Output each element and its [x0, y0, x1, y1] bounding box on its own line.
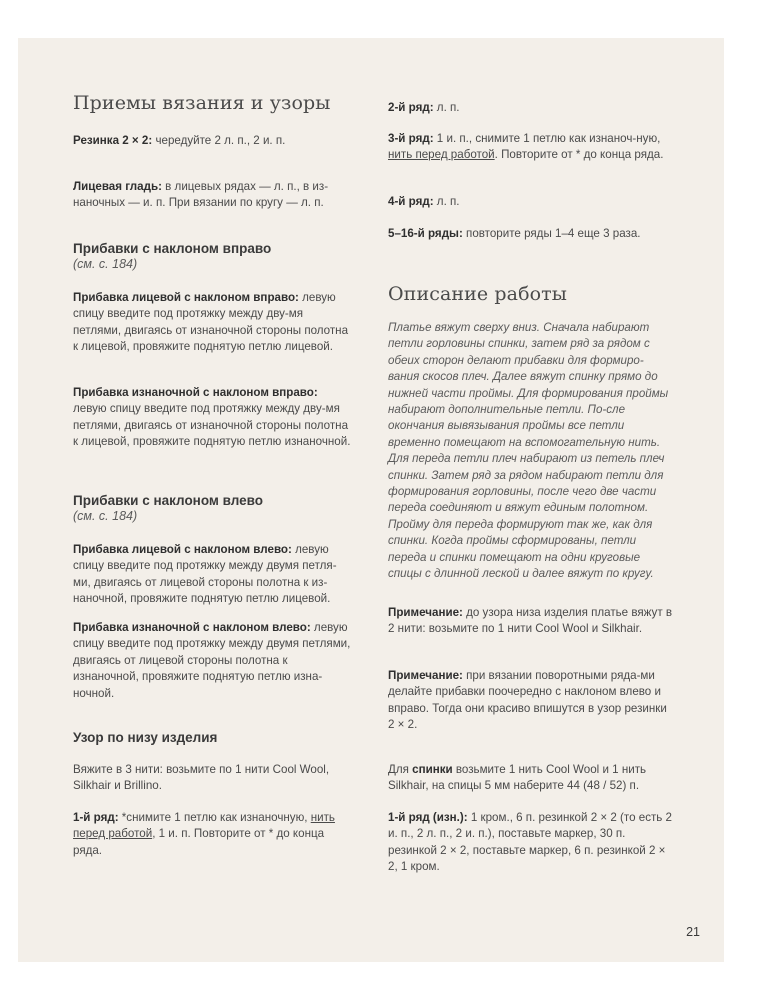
inc-right-knit-text: левую спицу введите под протяжку между дву-мя петлями, двигаясь от изнаночной стороны полотна к лицевой, провяжите поднятую петлю лицевой. [73, 291, 349, 354]
inc-left-ref: (см. с. 184) [73, 509, 138, 523]
heading-techniques: Приемы вязания и узоры [73, 92, 331, 114]
back-bold: спинки [412, 763, 453, 776]
inc-left-knit-label: Прибавка лицевой с наклоном влево: [73, 543, 292, 556]
intro-text: Платье вяжут сверху вниз. Сначала набирают петли горловины спинки, затем ряд за рядом с обеих сторон делают прибавки для формиро-вания скосов плеч. Далее вяжут спинку прямо до нижней части проймы. Для формирования проймы набирают дополнительные петли. По-сле окончания вывязывания проймы все петли временно помещают на вспомогательную нить. Для переда петли плеч набирают из петель плеч спинки. Затем ряд за рядом набирают петли для формирования горловины, после чего две части переда соединяют и вяжут единым полотном. Пройму для переда формируют так же, как для спинки. Когда проймы сформированы, петли переда и спинки помещают на одни круговые спицы с длинной леской и далее вяжут по кругу. [388, 321, 669, 581]
hem-row1-pre: *снимите 1 петлю как изнаночную, [118, 811, 311, 824]
inc-left-purl-label: Прибавка изнаночной с наклоном влево: [73, 621, 311, 634]
hem-text: Вяжите в 3 нити: возьмите по 1 нити Cool Wool, Silkhair и Brillino. [73, 763, 330, 793]
back-post: возьмите 1 нить Cool Wool и 1 нить Silkhair, на спицы 5 мм наберите 44 (48 / 52) п. [388, 763, 647, 793]
row3-label: 3-й ряд: [388, 132, 434, 145]
row2-label: 2-й ряд: [388, 101, 434, 114]
hem-heading-block [73, 730, 353, 745]
note2-text: при вязании поворотными ряда-ми делайте прибавки поочередно с наклоном влево и вправо. Тогда они красиво впишутся в узор резинки 2 × 2. [388, 669, 667, 732]
hem-heading: Узор по низу изделия [73, 730, 218, 745]
row1-ws-paragraph [388, 810, 673, 876]
row5-16-label: 5–16-й ряды: [388, 227, 463, 240]
row5-16-paragraph [388, 226, 673, 242]
inc-right-knit-paragraph [73, 290, 353, 356]
stockinette-label: Лицевая гладь: [73, 180, 162, 193]
inc-left-knit-text: левую спицу введите под протяжку между двумя петля-ми, двигаясь от лицевой стороны полотна к из-наночной, провяжите поднятую петлю лицевой. [73, 543, 337, 606]
rib-paragraph [73, 133, 353, 149]
rib-text: чередуйте 2 л. п., 2 и. п. [152, 134, 286, 147]
inc-right-knit-label: Прибавка лицевой с наклоном вправо: [73, 291, 299, 304]
hem-row1-post: , 1 и. п. Повторите от * до конца ряда. [73, 827, 325, 857]
back-paragraph [388, 762, 673, 795]
inc-right-purl-label: Прибавка изнаночной с наклоном вправо: [73, 386, 318, 399]
row2-paragraph [388, 100, 673, 116]
row4-label: 4-й ряд: [388, 195, 434, 208]
intro-paragraph [388, 320, 673, 583]
inc-right-purl-paragraph [73, 385, 353, 451]
inc-right-purl-text: левую спицу введите под протяжку между дву-мя петлями, двигаясь от изнаночной стороны полотна к лицевой, провяжите поднятую петлю изнаночной. [73, 402, 351, 449]
inc-left-purl-text: левую спицу введите под протяжку между двумя петлями, двигаясь от лицевой стороны полотна к изнаночной, провяжите поднятую петлю изна-ночной. [73, 621, 351, 700]
inc-right-ref: (см. с. 184) [73, 257, 138, 271]
inc-left-knit-paragraph [73, 542, 353, 608]
row3-paragraph [388, 131, 673, 164]
back-pre: Для [388, 763, 413, 776]
hem-paragraph [73, 762, 353, 795]
note2-label: Примечание: [388, 669, 463, 682]
inc-left-heading: Прибавки с наклоном влево [73, 493, 264, 508]
note1-label: Примечание: [388, 606, 463, 619]
page-sheet [18, 38, 724, 962]
hem-row1-label: 1-й ряд: [73, 811, 119, 824]
row5-16-text: повторите ряды 1–4 еще 3 раза. [462, 227, 641, 240]
note2-paragraph [388, 668, 673, 734]
rib-label: Резинка 2 × 2: [73, 134, 153, 147]
row2-text: л. п. [433, 101, 460, 114]
row3-link[interactable]: нить перед работой [388, 148, 495, 162]
note1-text: до узора низа изделия платье вяжут в 2 нити: возьмите по 1 нити Cool Wool и Silkhair. [388, 606, 673, 636]
row4-text: л. п. [433, 195, 460, 208]
inc-right-heading: Прибавки с наклоном вправо [73, 241, 272, 256]
section-title-description [388, 283, 673, 305]
row3-post: . Повторите от * до конца ряда. [494, 148, 664, 162]
hem-row1-link[interactable]: нить перед работой [73, 811, 335, 841]
inc-right-heading-block [73, 241, 353, 271]
hem-row1-paragraph [73, 810, 353, 859]
row3-pre: 1 и. п., снимите 1 петлю как изнаноч-ную, [433, 132, 661, 145]
row1-ws-text: 1 кром., 6 п. резинкой 2 × 2 (то есть 2 и. п., 2 л. п., 2 и. п.), поставьте маркер, 30 п. резинкой 2 × 2, поставьте маркер, 6 п. резинкой 2 × 2, 1 кром. [388, 811, 673, 874]
note1-paragraph [388, 605, 673, 638]
page-number: 21 [686, 925, 700, 939]
row4-paragraph [388, 194, 673, 210]
section-title-techniques [73, 92, 353, 114]
stockinette-paragraph [73, 179, 353, 212]
heading-description: Описание работы [388, 283, 567, 305]
row1-ws-label: 1-й ряд (изн.): [388, 811, 468, 824]
stockinette-text: в лицевых рядах — л. п., в из-наночных — и. п. При вязании по кругу — л. п. [73, 180, 329, 210]
inc-left-purl-paragraph [73, 620, 353, 702]
inc-left-heading-block [73, 493, 353, 523]
